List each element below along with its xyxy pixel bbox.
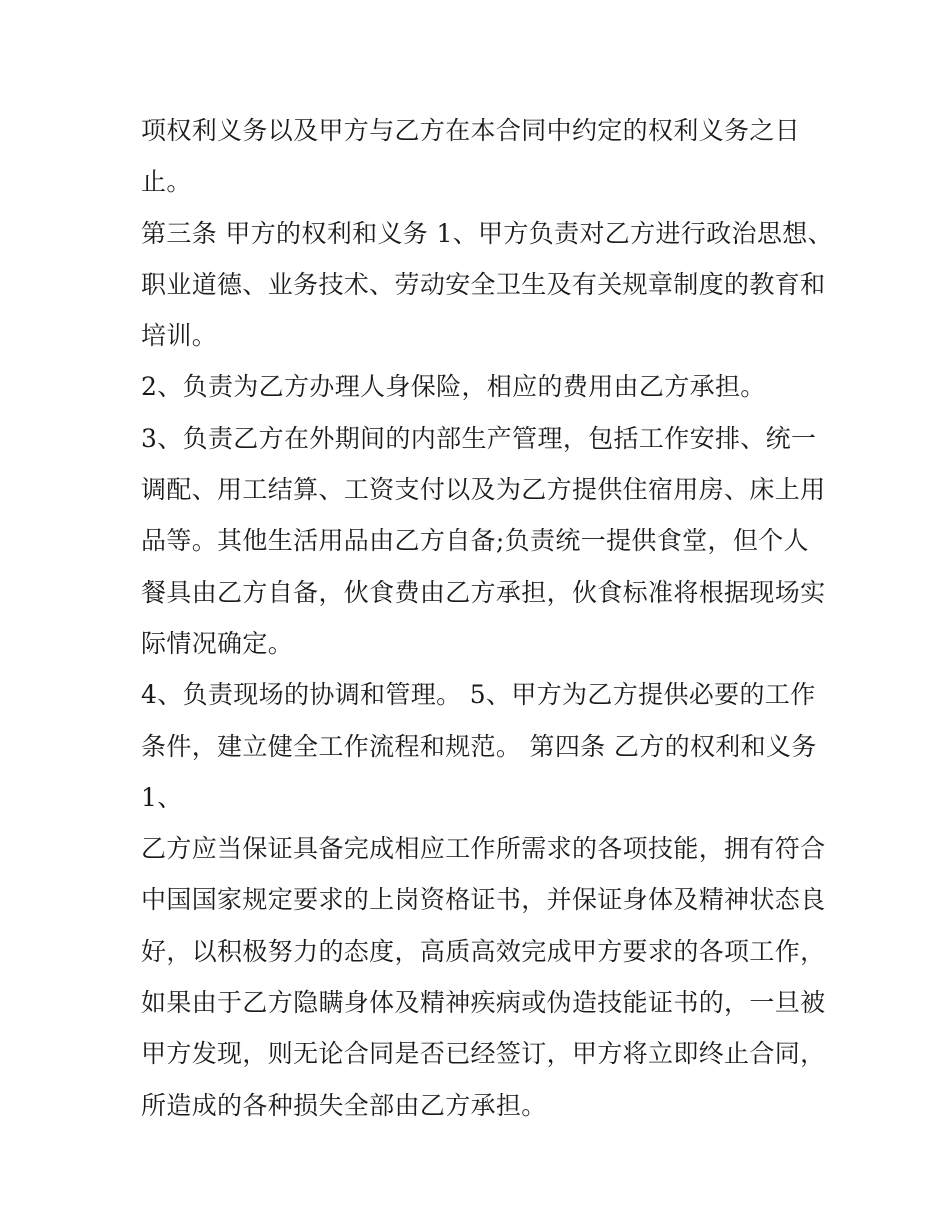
text-line: 所造成的各种损失全部由乙方承担。 [141,1090,547,1120]
text-line: 甲方发现，则无论合同是否已经签订，甲方将立即终止合同， [141,1039,826,1069]
text-line: 际情况确定。 [141,628,294,658]
text-line: 2、负责为乙方办理人身保险，相应的费用由乙方承担。 [141,372,766,402]
text-line: 培训。 [141,321,218,351]
text-line: 品等。其他生活用品由乙方自备;负责统一提供食堂，但个人 [141,526,809,556]
contract-body-text [141,105,833,1131]
text-line: 3、负责乙方在外期间的内部生产管理，包括工作安排、统一 [141,423,817,453]
text-line: 如果由于乙方隐瞒身体及精神疾病或伪造技能证书的，一旦被 [141,988,826,1018]
text-line: 条件，建立健全工作流程和规范。 第四条 乙方的权利和义务 [141,731,817,761]
text-line: 4、负责现场的协调和管理。 5、甲方为乙方提供必要的工作 [141,680,816,710]
text-line: 止。 [141,167,192,197]
text-line: 乙方应当保证具备完成相应工作所需求的各项技能，拥有符合 [141,834,826,864]
text-line: 好，以积极努力的态度，高质高效完成甲方要求的各项工作， [141,936,826,966]
text-line: 调配、用工结算、工资支付以及为乙方提供住宿用房、床上用 [141,475,826,505]
text-line: 中国国家规定要求的上岗资格证书，并保证身体及精神状态良 [141,885,826,915]
text-line: 职业道德、业务技术、劳动安全卫生及有关规章制度的教育和 [141,269,826,299]
text-line: 项权利义务以及甲方与乙方在本合同中约定的权利义务之日 [141,116,801,145]
text-line: 1、 [141,782,183,812]
text-line: 餐具由乙方自备，伙食费由乙方承担，伙食标准将根据现场实 [141,577,826,607]
text-line: 第三条 甲方的权利和义务 1、甲方负责对乙方进行政治思想、 [141,218,833,248]
